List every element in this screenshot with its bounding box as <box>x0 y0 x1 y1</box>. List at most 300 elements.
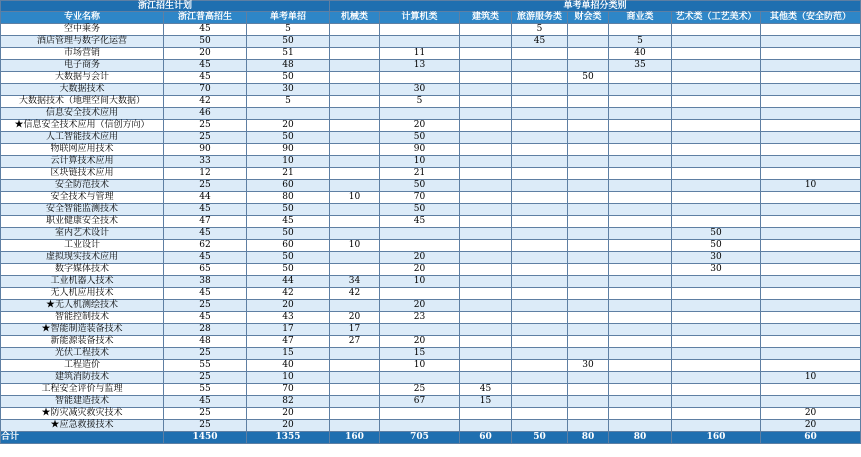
quota-cell: 65 <box>164 264 247 276</box>
quota-cell <box>672 156 761 168</box>
quota-cell <box>512 372 568 384</box>
quota-cell <box>380 228 460 240</box>
quota-cell <box>512 348 568 360</box>
quota-cell: 45 <box>164 204 247 216</box>
major-name-cell: ★信息安全技术应用（信创方向） <box>1 120 164 132</box>
quota-cell: 90 <box>380 144 460 156</box>
quota-cell <box>330 180 380 192</box>
quota-cell <box>761 156 861 168</box>
quota-cell <box>512 144 568 156</box>
major-name-cell: 智能建造技术 <box>1 396 164 408</box>
table-row <box>1 228 861 240</box>
total-cell: 1355 <box>247 432 330 444</box>
quota-cell <box>609 132 672 144</box>
quota-cell: 50 <box>568 72 609 84</box>
quota-cell: 25 <box>164 420 247 432</box>
major-name-cell: 大数据技术（地理空间大数据） <box>1 96 164 108</box>
quota-cell <box>460 132 512 144</box>
quota-cell <box>672 48 761 60</box>
table-body <box>1 24 861 444</box>
quota-cell: 5 <box>512 24 568 36</box>
quota-cell <box>568 156 609 168</box>
quota-cell <box>460 420 512 432</box>
quota-cell <box>460 348 512 360</box>
quota-cell <box>330 156 380 168</box>
table-row <box>1 48 861 60</box>
quota-cell <box>380 420 460 432</box>
major-name-cell: ★应急救援技术 <box>1 420 164 432</box>
quota-cell <box>512 216 568 228</box>
quota-cell <box>761 324 861 336</box>
quota-cell <box>672 168 761 180</box>
major-name-cell: ★防灾减灾救灾技术 <box>1 408 164 420</box>
quota-cell <box>672 420 761 432</box>
total-cell: 160 <box>330 432 380 444</box>
quota-cell <box>761 72 861 84</box>
quota-cell <box>672 384 761 396</box>
quota-cell: 50 <box>247 204 330 216</box>
quota-cell <box>460 168 512 180</box>
quota-cell <box>672 216 761 228</box>
quota-cell <box>609 180 672 192</box>
quota-cell <box>568 348 609 360</box>
quota-cell <box>761 228 861 240</box>
quota-cell <box>609 312 672 324</box>
quota-cell <box>672 336 761 348</box>
quota-cell <box>568 48 609 60</box>
table-row <box>1 312 861 324</box>
total-cell: 160 <box>672 432 761 444</box>
quota-cell <box>330 216 380 228</box>
quota-cell <box>761 48 861 60</box>
quota-cell: 12 <box>164 168 247 180</box>
quota-cell: 20 <box>761 408 861 420</box>
quota-cell <box>761 24 861 36</box>
quota-cell <box>568 24 609 36</box>
quota-cell: 44 <box>164 192 247 204</box>
quota-cell <box>330 168 380 180</box>
quota-cell: 30 <box>672 252 761 264</box>
quota-cell: 28 <box>164 324 247 336</box>
quota-cell: 10 <box>330 240 380 252</box>
quota-cell: 33 <box>164 156 247 168</box>
quota-cell <box>330 300 380 312</box>
quota-cell: 34 <box>330 276 380 288</box>
quota-cell <box>761 360 861 372</box>
table-row <box>1 156 861 168</box>
quota-cell: 50 <box>247 72 330 84</box>
quota-cell <box>512 228 568 240</box>
quota-cell: 15 <box>460 396 512 408</box>
quota-cell <box>460 120 512 132</box>
table-row <box>1 96 861 108</box>
quota-cell <box>761 84 861 96</box>
major-name-cell: 数字媒体技术 <box>1 264 164 276</box>
quota-cell <box>568 324 609 336</box>
quota-cell <box>512 264 568 276</box>
major-name-cell: 建筑消防技术 <box>1 372 164 384</box>
quota-cell <box>568 396 609 408</box>
quota-cell: 10 <box>247 156 330 168</box>
total-cell: 80 <box>609 432 672 444</box>
quota-cell: 17 <box>247 324 330 336</box>
quota-cell <box>460 192 512 204</box>
quota-cell <box>568 144 609 156</box>
table-row <box>1 144 861 156</box>
quota-cell: 20 <box>380 264 460 276</box>
quota-cell: 30 <box>247 84 330 96</box>
quota-cell <box>330 72 380 84</box>
quota-cell <box>609 396 672 408</box>
quota-cell <box>512 252 568 264</box>
quota-cell: 60 <box>247 180 330 192</box>
column-header: 财会类 <box>568 12 609 24</box>
quota-cell <box>672 60 761 72</box>
quota-cell: 90 <box>247 144 330 156</box>
table-row <box>1 300 861 312</box>
quota-cell: 21 <box>380 168 460 180</box>
quota-cell <box>761 384 861 396</box>
quota-cell <box>672 408 761 420</box>
column-header-row <box>1 12 861 24</box>
quota-cell <box>330 60 380 72</box>
quota-cell <box>330 84 380 96</box>
quota-cell <box>380 108 460 120</box>
quota-cell <box>672 24 761 36</box>
quota-cell <box>512 120 568 132</box>
quota-cell <box>512 48 568 60</box>
table-row <box>1 24 861 36</box>
quota-cell: 25 <box>164 120 247 132</box>
quota-cell <box>568 240 609 252</box>
quota-cell <box>380 72 460 84</box>
quota-cell: 50 <box>247 252 330 264</box>
quota-cell <box>761 120 861 132</box>
quota-cell: 47 <box>164 216 247 228</box>
quota-cell <box>460 48 512 60</box>
quota-cell <box>460 108 512 120</box>
table-row <box>1 192 861 204</box>
quota-cell <box>330 132 380 144</box>
major-name-cell: 工程造价 <box>1 360 164 372</box>
quota-cell <box>568 132 609 144</box>
quota-cell <box>761 144 861 156</box>
major-name-cell: 大数据与会计 <box>1 72 164 84</box>
quota-cell: 45 <box>164 60 247 72</box>
quota-cell <box>380 36 460 48</box>
quota-cell: 10 <box>247 372 330 384</box>
quota-cell: 30 <box>672 264 761 276</box>
quota-cell <box>380 24 460 36</box>
quota-cell <box>460 372 512 384</box>
column-header: 其他类（安全防范） <box>761 12 861 24</box>
major-name-cell: 虚拟现实技术应用 <box>1 252 164 264</box>
quota-cell: 30 <box>568 360 609 372</box>
quota-cell <box>512 408 568 420</box>
quota-cell <box>609 384 672 396</box>
quota-cell: 45 <box>164 24 247 36</box>
quota-cell <box>512 288 568 300</box>
quota-cell <box>761 252 861 264</box>
quota-cell <box>761 336 861 348</box>
quota-cell <box>609 252 672 264</box>
quota-cell: 20 <box>164 48 247 60</box>
quota-cell <box>672 132 761 144</box>
quota-cell <box>672 36 761 48</box>
table-row <box>1 384 861 396</box>
quota-cell <box>609 192 672 204</box>
major-name-cell: 物联网应用技术 <box>1 144 164 156</box>
quota-cell: 25 <box>164 300 247 312</box>
quota-cell <box>568 228 609 240</box>
quota-cell <box>761 276 861 288</box>
quota-cell: 23 <box>380 312 460 324</box>
table-row <box>1 336 861 348</box>
total-row <box>1 432 861 444</box>
quota-cell: 20 <box>380 300 460 312</box>
quota-cell: 50 <box>247 228 330 240</box>
quota-cell <box>568 384 609 396</box>
column-header: 专业名称 <box>1 12 164 24</box>
quota-cell: 43 <box>247 312 330 324</box>
quota-cell <box>512 336 568 348</box>
quota-cell <box>460 288 512 300</box>
table-row <box>1 168 861 180</box>
quota-cell <box>609 168 672 180</box>
quota-cell: 25 <box>164 372 247 384</box>
quota-cell <box>761 60 861 72</box>
quota-cell <box>609 324 672 336</box>
quota-cell <box>568 96 609 108</box>
quota-cell <box>609 84 672 96</box>
quota-cell <box>460 36 512 48</box>
quota-cell <box>330 96 380 108</box>
quota-cell: 40 <box>247 360 330 372</box>
quota-cell: 5 <box>609 36 672 48</box>
table-row <box>1 216 861 228</box>
major-name-cell: 工业机器人技术 <box>1 276 164 288</box>
quota-cell: 38 <box>164 276 247 288</box>
quota-cell <box>512 420 568 432</box>
quota-cell <box>568 276 609 288</box>
quota-cell <box>672 180 761 192</box>
quota-cell <box>460 84 512 96</box>
quota-cell: 67 <box>380 396 460 408</box>
major-name-cell: 云计算技术应用 <box>1 156 164 168</box>
quota-cell <box>609 228 672 240</box>
table-row <box>1 240 861 252</box>
quota-cell <box>460 204 512 216</box>
quota-cell <box>460 264 512 276</box>
quota-cell: 45 <box>164 312 247 324</box>
column-header: 机械类 <box>330 12 380 24</box>
quota-cell <box>672 192 761 204</box>
table-row <box>1 408 861 420</box>
quota-cell: 10 <box>380 276 460 288</box>
quota-cell <box>330 36 380 48</box>
quota-cell <box>330 204 380 216</box>
quota-cell <box>330 348 380 360</box>
quota-cell: 15 <box>247 348 330 360</box>
column-header: 单考单招 <box>247 12 330 24</box>
total-cell: 705 <box>380 432 460 444</box>
quota-cell <box>380 240 460 252</box>
quota-cell: 35 <box>609 60 672 72</box>
table-row <box>1 60 861 72</box>
table-row <box>1 372 861 384</box>
quota-cell <box>672 288 761 300</box>
quota-cell <box>330 120 380 132</box>
quota-cell: 20 <box>247 300 330 312</box>
quota-cell <box>609 276 672 288</box>
quota-cell: 10 <box>330 192 380 204</box>
quota-cell <box>330 144 380 156</box>
group-header-zhejiang: 浙江招生计划 <box>1 1 330 12</box>
table-row <box>1 396 861 408</box>
quota-cell <box>672 360 761 372</box>
quota-cell: 50 <box>672 240 761 252</box>
quota-cell <box>512 324 568 336</box>
quota-cell: 5 <box>247 96 330 108</box>
quota-cell: 20 <box>330 312 380 324</box>
quota-cell <box>609 360 672 372</box>
quota-cell: 42 <box>247 288 330 300</box>
major-name-cell: 区块链技术应用 <box>1 168 164 180</box>
quota-cell <box>568 60 609 72</box>
quota-cell: 62 <box>164 240 247 252</box>
quota-cell: 55 <box>164 360 247 372</box>
quota-cell <box>672 144 761 156</box>
quota-cell <box>609 216 672 228</box>
quota-cell <box>568 180 609 192</box>
quota-cell <box>568 108 609 120</box>
group-header-single-exam: 单考单招分类别 <box>330 1 861 12</box>
quota-cell: 17 <box>330 324 380 336</box>
quota-cell <box>460 336 512 348</box>
quota-cell <box>609 240 672 252</box>
quota-cell <box>512 96 568 108</box>
quota-cell <box>761 288 861 300</box>
quota-cell <box>609 144 672 156</box>
total-cell: 50 <box>512 432 568 444</box>
quota-cell <box>672 396 761 408</box>
major-name-cell: 无人机应用技术 <box>1 288 164 300</box>
table-row <box>1 120 861 132</box>
quota-cell <box>609 108 672 120</box>
quota-cell <box>460 24 512 36</box>
quota-cell: 45 <box>164 252 247 264</box>
quota-cell <box>330 360 380 372</box>
quota-cell <box>672 300 761 312</box>
quota-cell <box>330 396 380 408</box>
quota-cell <box>460 60 512 72</box>
quota-cell <box>460 276 512 288</box>
quota-cell <box>330 24 380 36</box>
quota-cell <box>512 360 568 372</box>
table-row <box>1 324 861 336</box>
quota-cell <box>512 240 568 252</box>
quota-cell: 70 <box>164 84 247 96</box>
quota-cell <box>568 120 609 132</box>
major-name-cell: 人工智能技术应用 <box>1 132 164 144</box>
quota-cell <box>460 180 512 192</box>
quota-cell <box>672 276 761 288</box>
quota-cell: 82 <box>247 396 330 408</box>
quota-cell: 45 <box>247 216 330 228</box>
quota-cell: 45 <box>164 288 247 300</box>
quota-cell <box>512 396 568 408</box>
quota-cell <box>330 408 380 420</box>
quota-cell <box>460 300 512 312</box>
column-header: 浙江普高招生 <box>164 12 247 24</box>
quota-cell <box>512 132 568 144</box>
quota-cell <box>460 240 512 252</box>
major-name-cell: 职业健康安全技术 <box>1 216 164 228</box>
quota-cell: 50 <box>247 264 330 276</box>
quota-cell <box>512 312 568 324</box>
quota-cell <box>330 372 380 384</box>
quota-cell <box>609 264 672 276</box>
quota-cell <box>672 348 761 360</box>
quota-cell <box>672 312 761 324</box>
quota-cell <box>330 264 380 276</box>
quota-cell <box>761 264 861 276</box>
major-name-cell: 大数据技术 <box>1 84 164 96</box>
quota-cell <box>672 72 761 84</box>
major-name-cell: 安全防范技术 <box>1 180 164 192</box>
quota-cell <box>512 180 568 192</box>
quota-cell: 25 <box>380 384 460 396</box>
quota-cell: 50 <box>380 204 460 216</box>
quota-cell: 40 <box>609 48 672 60</box>
major-name-cell: 室内艺术设计 <box>1 228 164 240</box>
quota-cell <box>330 228 380 240</box>
quota-cell <box>568 312 609 324</box>
quota-cell: 30 <box>380 84 460 96</box>
major-name-cell: 光伏工程技术 <box>1 348 164 360</box>
quota-cell <box>568 204 609 216</box>
quota-cell <box>512 300 568 312</box>
quota-cell <box>609 348 672 360</box>
quota-cell <box>761 240 861 252</box>
quota-cell <box>460 360 512 372</box>
quota-cell <box>380 324 460 336</box>
major-name-cell: 电子商务 <box>1 60 164 72</box>
table-row <box>1 264 861 276</box>
quota-cell <box>672 372 761 384</box>
quota-cell <box>568 420 609 432</box>
total-label: 合计 <box>1 432 164 444</box>
quota-cell <box>460 324 512 336</box>
quota-cell <box>460 156 512 168</box>
quota-cell <box>568 216 609 228</box>
major-name-cell: 工程安全评价与监理 <box>1 384 164 396</box>
major-name-cell: ★无人机测绘技术 <box>1 300 164 312</box>
major-name-cell: 市场营销 <box>1 48 164 60</box>
column-header: 计算机类 <box>380 12 460 24</box>
major-name-cell: 空中乘务 <box>1 24 164 36</box>
quota-cell: 90 <box>164 144 247 156</box>
quota-cell <box>330 48 380 60</box>
quota-cell <box>568 372 609 384</box>
quota-cell: 45 <box>164 72 247 84</box>
quota-cell: 20 <box>380 336 460 348</box>
quota-cell <box>568 264 609 276</box>
total-cell: 80 <box>568 432 609 444</box>
quota-cell: 20 <box>247 408 330 420</box>
quota-cell <box>460 228 512 240</box>
table-row <box>1 360 861 372</box>
